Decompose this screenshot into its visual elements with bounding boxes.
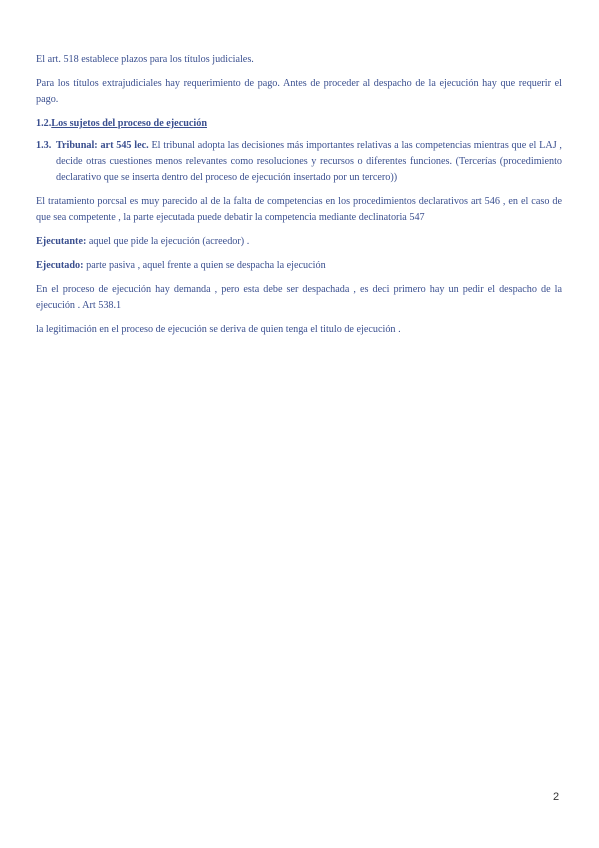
page-number: 2 <box>553 791 560 803</box>
paragraph-titulos-judiciales: El art. 518 establece plazos para los títulos judiciales. <box>36 54 254 65</box>
ejecutado-label: Ejecutado: <box>36 260 84 271</box>
paragraph-tratamiento-procesal: El tratamiento porcsal es muy parecido al de la falta de competencias en los procedimientos declarativos art 546 , en el caso de que sea competente , la parte ejecutada puede debatir la competencia mediante declinatoria 547 <box>36 196 562 223</box>
paragraph-ejecutado <box>36 258 562 274</box>
document-body <box>36 52 562 346</box>
ejecutante-label: Ejecutante: <box>36 236 87 247</box>
tribunal-lead: Tribunal: art 545 lec. <box>56 140 149 151</box>
paragraph-ejecutante <box>36 234 562 250</box>
ejecutado-text: parte pasiva , aquel frente a quien se despacha la ejecución <box>83 260 326 271</box>
paragraph-titulos-extrajudiciales: Para los títulos extrajudiciales hay requerimiento de pago. Antes de proceder al despacho de la ejecución hay que requerir el pago. <box>36 78 562 105</box>
list-number: 1.3. <box>36 140 52 151</box>
paragraph-legitimacion: la legitimación en el proceso de ejecución se deriva de quien tenga el titulo de ejecución . <box>36 324 401 335</box>
list-item-tribunal <box>36 138 562 186</box>
ejecutante-text: aquel que pide la ejecución (acreedor) . <box>86 236 250 247</box>
section-heading-1-2 <box>36 116 562 132</box>
paragraph-demanda: En el proceso de ejecución hay demanda , pero esta debe ser despachada , es deci primero hay un pedir el despacho de la ejecución . Art 538.1 <box>36 284 562 311</box>
section-number: 1.2. <box>36 118 52 129</box>
section-title: Los sujetos del proceso de ejecución <box>51 118 208 129</box>
tribunal-text: El tribunal adopta las decisiones más importantes relativas a las competencias mientras que el LAJ , decide otras cuestiones menos relevantes como resoluciones y recursos o diferentes funciones. (Tercerías (procedimiento declarativo que se inserta dentro del proceso de ejecución insertado por un tercero)) <box>56 140 562 183</box>
